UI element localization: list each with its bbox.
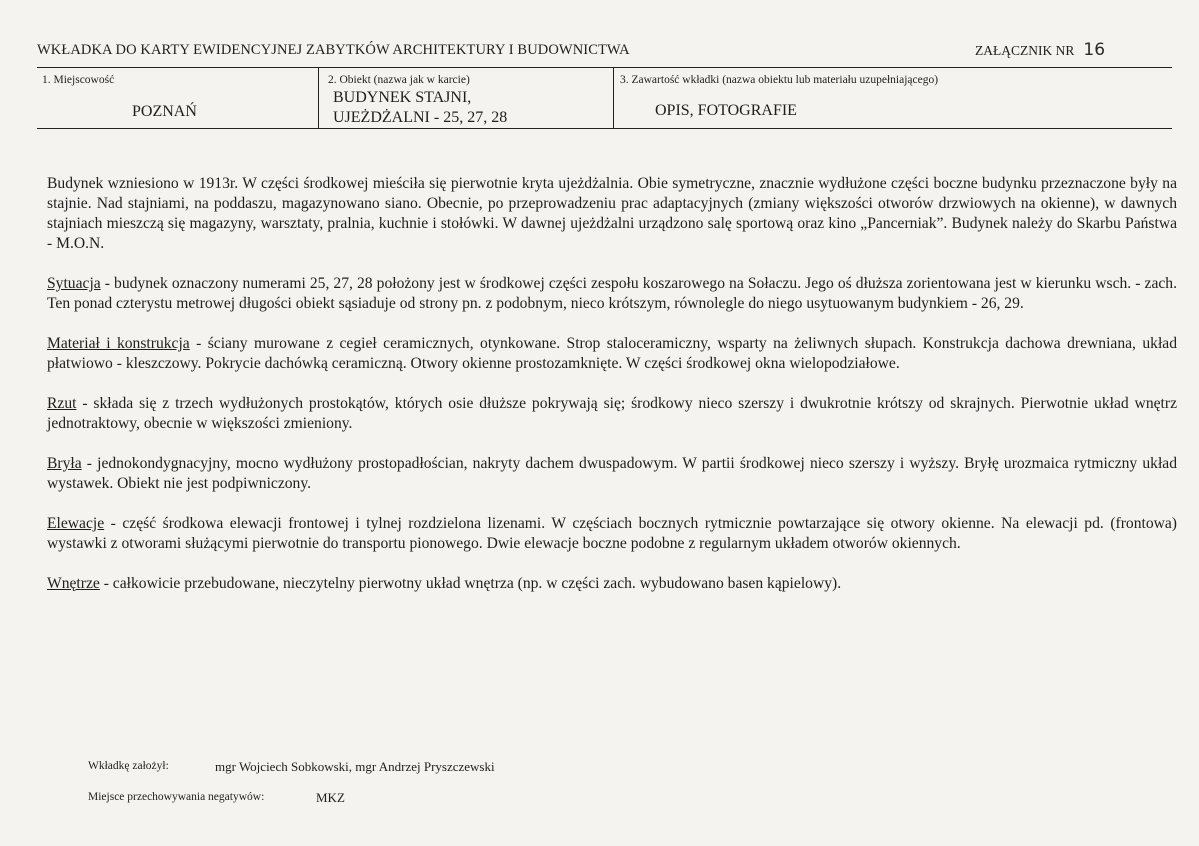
annex-number: 16 bbox=[1083, 40, 1106, 60]
situation-text: - budynek oznaczony numerami 25, 27, 28 położony jest w środkowej części zespołu koszarowego na Sołaczu. Jego oś dłuższa zorientowana jest w kierunku wsch. - zach. Ten ponad czterystu metrowej długości obiekt sąsiaduje od strony pn. z podobnym, nieco krótszym, równolegle do niego usytuowanym budynkiem - 26, 29. bbox=[47, 275, 1177, 312]
bottom-rule bbox=[37, 128, 1172, 129]
interior-paragraph bbox=[47, 574, 1177, 594]
annex-label bbox=[975, 40, 1105, 60]
material-text: - ściany murowane z cegieł ceramicznych, otynkowane. Strop staloceramiczny, wsparty na żeliwnych słupach. Konstrukcja dachowa drewniana, układ płatwiowo - kleszczowy. Pokrycie dachówką ceramiczną. Otwory okienne prostozamknięte. W części środkowej okna wielopodziałowe. bbox=[47, 335, 1177, 372]
situation-paragraph bbox=[47, 274, 1177, 314]
location-label: 1. Miejscowość bbox=[42, 74, 115, 86]
plan-paragraph bbox=[47, 394, 1177, 434]
object-value-line2: UJEŻDŻALNI - 25, 27, 28 bbox=[333, 109, 508, 126]
field-divider bbox=[613, 68, 614, 128]
negatives-location-label: Miejsce przechowywania negatywów: bbox=[88, 791, 265, 803]
plan-text: - składa się z trzech wydłużonych prostokątów, których osie dłuższe pokrywają się; środkowy nieco szerszy i dwukrotnie krótszy od skrajnych. Pierwotnie układ wnętrz jednotraktowy, obecnie w większości zmieniony. bbox=[47, 395, 1177, 432]
description-body bbox=[47, 174, 1177, 614]
contents-value: OPIS, FOTOGRAFIE bbox=[655, 102, 797, 119]
intro-paragraph: Budynek wzniesiono w 1913r. W części środkowej mieściła się pierwotnie kryta ujeżdżalnia. Obie symetryczne, znacznie wydłużone części boczne budynku przeznaczone były na stajnie. Nad stajniami, na poddaszu, magazynowano siano. Obecnie, po przeprowadzeniu prac adaptacyjnych (zmiany większości otworów drzwiowych na okienne), w dawnych stajniach mieszczą się magazyny, warsztaty, pralnia, kuchnie i stołówki. W dawnej ujeżdżalni urządzono salę sportową oraz kino „Pancerniak”. Budynek należy do Skarbu Państwa - M.O.N. bbox=[47, 175, 1177, 252]
situation-heading: Sytuacja bbox=[47, 275, 101, 292]
interior-text: - całkowicie przebudowane, nieczytelny pierwotny układ wnętrza (np. w części zach. wybudowano basen kąpielowy). bbox=[99, 575, 842, 592]
object-value-line1: BUDYNEK STAJNI, bbox=[333, 89, 472, 106]
object-label: 2. Obiekt (nazwa jak w karcie) bbox=[328, 74, 470, 86]
interior-heading: Wnętrze bbox=[47, 575, 100, 592]
mass-text: - jednokondygnacyjny, mocno wydłużony prostopadłościan, nakryty dachem dwuspadowym. W partii środkowej nieco szerszy i wyższy. Bryłę urozmaica rytmiczny układ wystawek. Obiekt nie jest podpiwniczony. bbox=[47, 455, 1177, 492]
location-value: POZNAŃ bbox=[132, 103, 197, 120]
created-by-label: Wkładkę założył: bbox=[88, 760, 169, 772]
top-rule bbox=[37, 67, 1172, 68]
created-by-value: mgr Wojciech Sobkowski, mgr Andrzej Pryszczewski bbox=[215, 759, 495, 774]
plan-heading: Rzut bbox=[47, 395, 77, 412]
material-paragraph bbox=[47, 334, 1177, 374]
elevations-paragraph bbox=[47, 514, 1177, 554]
mass-paragraph bbox=[47, 454, 1177, 494]
annex-label-text: ZAŁĄCZNIK NR bbox=[975, 43, 1075, 58]
document-title: WKŁADKA DO KARTY EWIDENCYJNEJ ZABYTKÓW ARCHITEKTURY I BUDOWNICTWA bbox=[37, 42, 630, 58]
elevations-heading: Elewacje bbox=[47, 515, 105, 532]
mass-heading: Bryła bbox=[47, 455, 82, 472]
negatives-location-value: MKZ bbox=[316, 790, 345, 805]
elevations-text: - część środkowa elewacji frontowej i tylnej rozdzielona lizenami. W częściach bocznych rytmicznie powtarzające się otwory okienne. Na elewacji pd. (frontowa) wystawki z otworami służącymi pierwotnie do transportu pionowego. Dwie elewacje boczne podobne z regularnym układem otworów okiennych. bbox=[47, 515, 1177, 552]
contents-label: 3. Zawartość wkładki (nazwa obiektu lub materiału uzupełniającego) bbox=[620, 74, 939, 86]
material-heading: Materiał i konstrukcja bbox=[47, 335, 190, 352]
field-divider bbox=[318, 68, 319, 128]
